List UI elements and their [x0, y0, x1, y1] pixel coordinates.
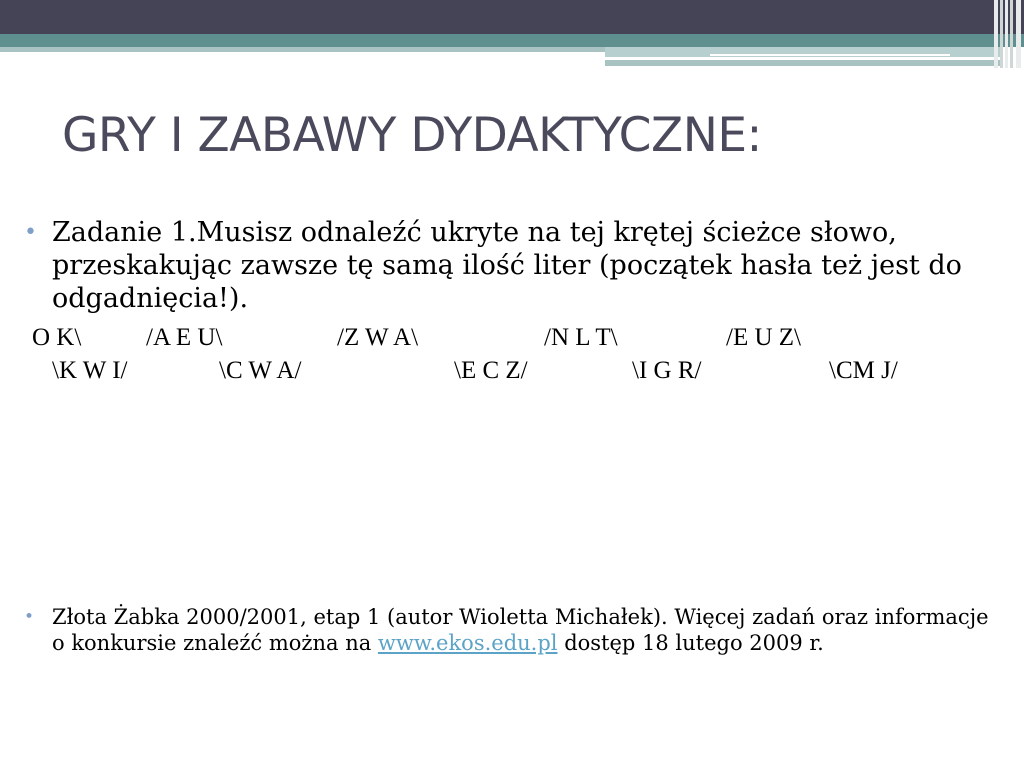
- source-text-before: Złota Żabka 2000/2001, etap 1 (autor Wioletta Michałek). Więcej zadań oraz informacje o konkursie znaleźć można na: [52, 605, 989, 655]
- header-band-line: [710, 54, 950, 56]
- header-stripe: [1000, 0, 1003, 68]
- path-segment: \I G R/: [632, 357, 702, 384]
- path-segment: /N L T\: [544, 324, 618, 351]
- header-stripe: [994, 0, 998, 68]
- path-row-bottom: [52, 357, 898, 553]
- path-segment: \C W A/: [219, 357, 302, 384]
- path-segment: \CM J/: [829, 357, 898, 384]
- task-bullet: [24, 216, 1004, 315]
- path-segment: /Z W A\: [337, 324, 419, 351]
- header-band-dark: [0, 0, 1024, 34]
- path-segment: \E C Z/: [454, 357, 528, 384]
- path-segment: /A E U\: [146, 324, 223, 351]
- source-text: [52, 604, 1004, 656]
- bullet-dot-icon: •: [24, 607, 35, 627]
- header-stripe: [1005, 0, 1008, 68]
- ekos-link[interactable]: www.ekos.edu.pl: [377, 631, 558, 655]
- path-segment: \K W I/: [52, 357, 128, 384]
- path-segment: /E U Z\: [726, 324, 801, 351]
- header-stripe: [1010, 0, 1013, 68]
- bullet-dot-icon: •: [24, 220, 37, 245]
- slide-title: GRY I ZABAWY DYDAKTYCZNE:: [62, 108, 762, 163]
- header-band-light: [605, 60, 1000, 66]
- path-segment: O K\: [32, 324, 82, 351]
- task-text: Zadanie 1.Musisz odnaleźć ukryte na tej krętej ścieżce słowo, przeskakując zawsze tę samą ilość liter (początek hasła też jest do odgadnięcia!).: [52, 217, 962, 314]
- source-bullet: [24, 604, 1004, 656]
- header-band-teal: [0, 34, 1024, 47]
- source-text-after: dostęp 18 lutego 2009 r.: [557, 631, 824, 655]
- header-band-light: [0, 47, 605, 52]
- header-stripe: [1016, 0, 1021, 68]
